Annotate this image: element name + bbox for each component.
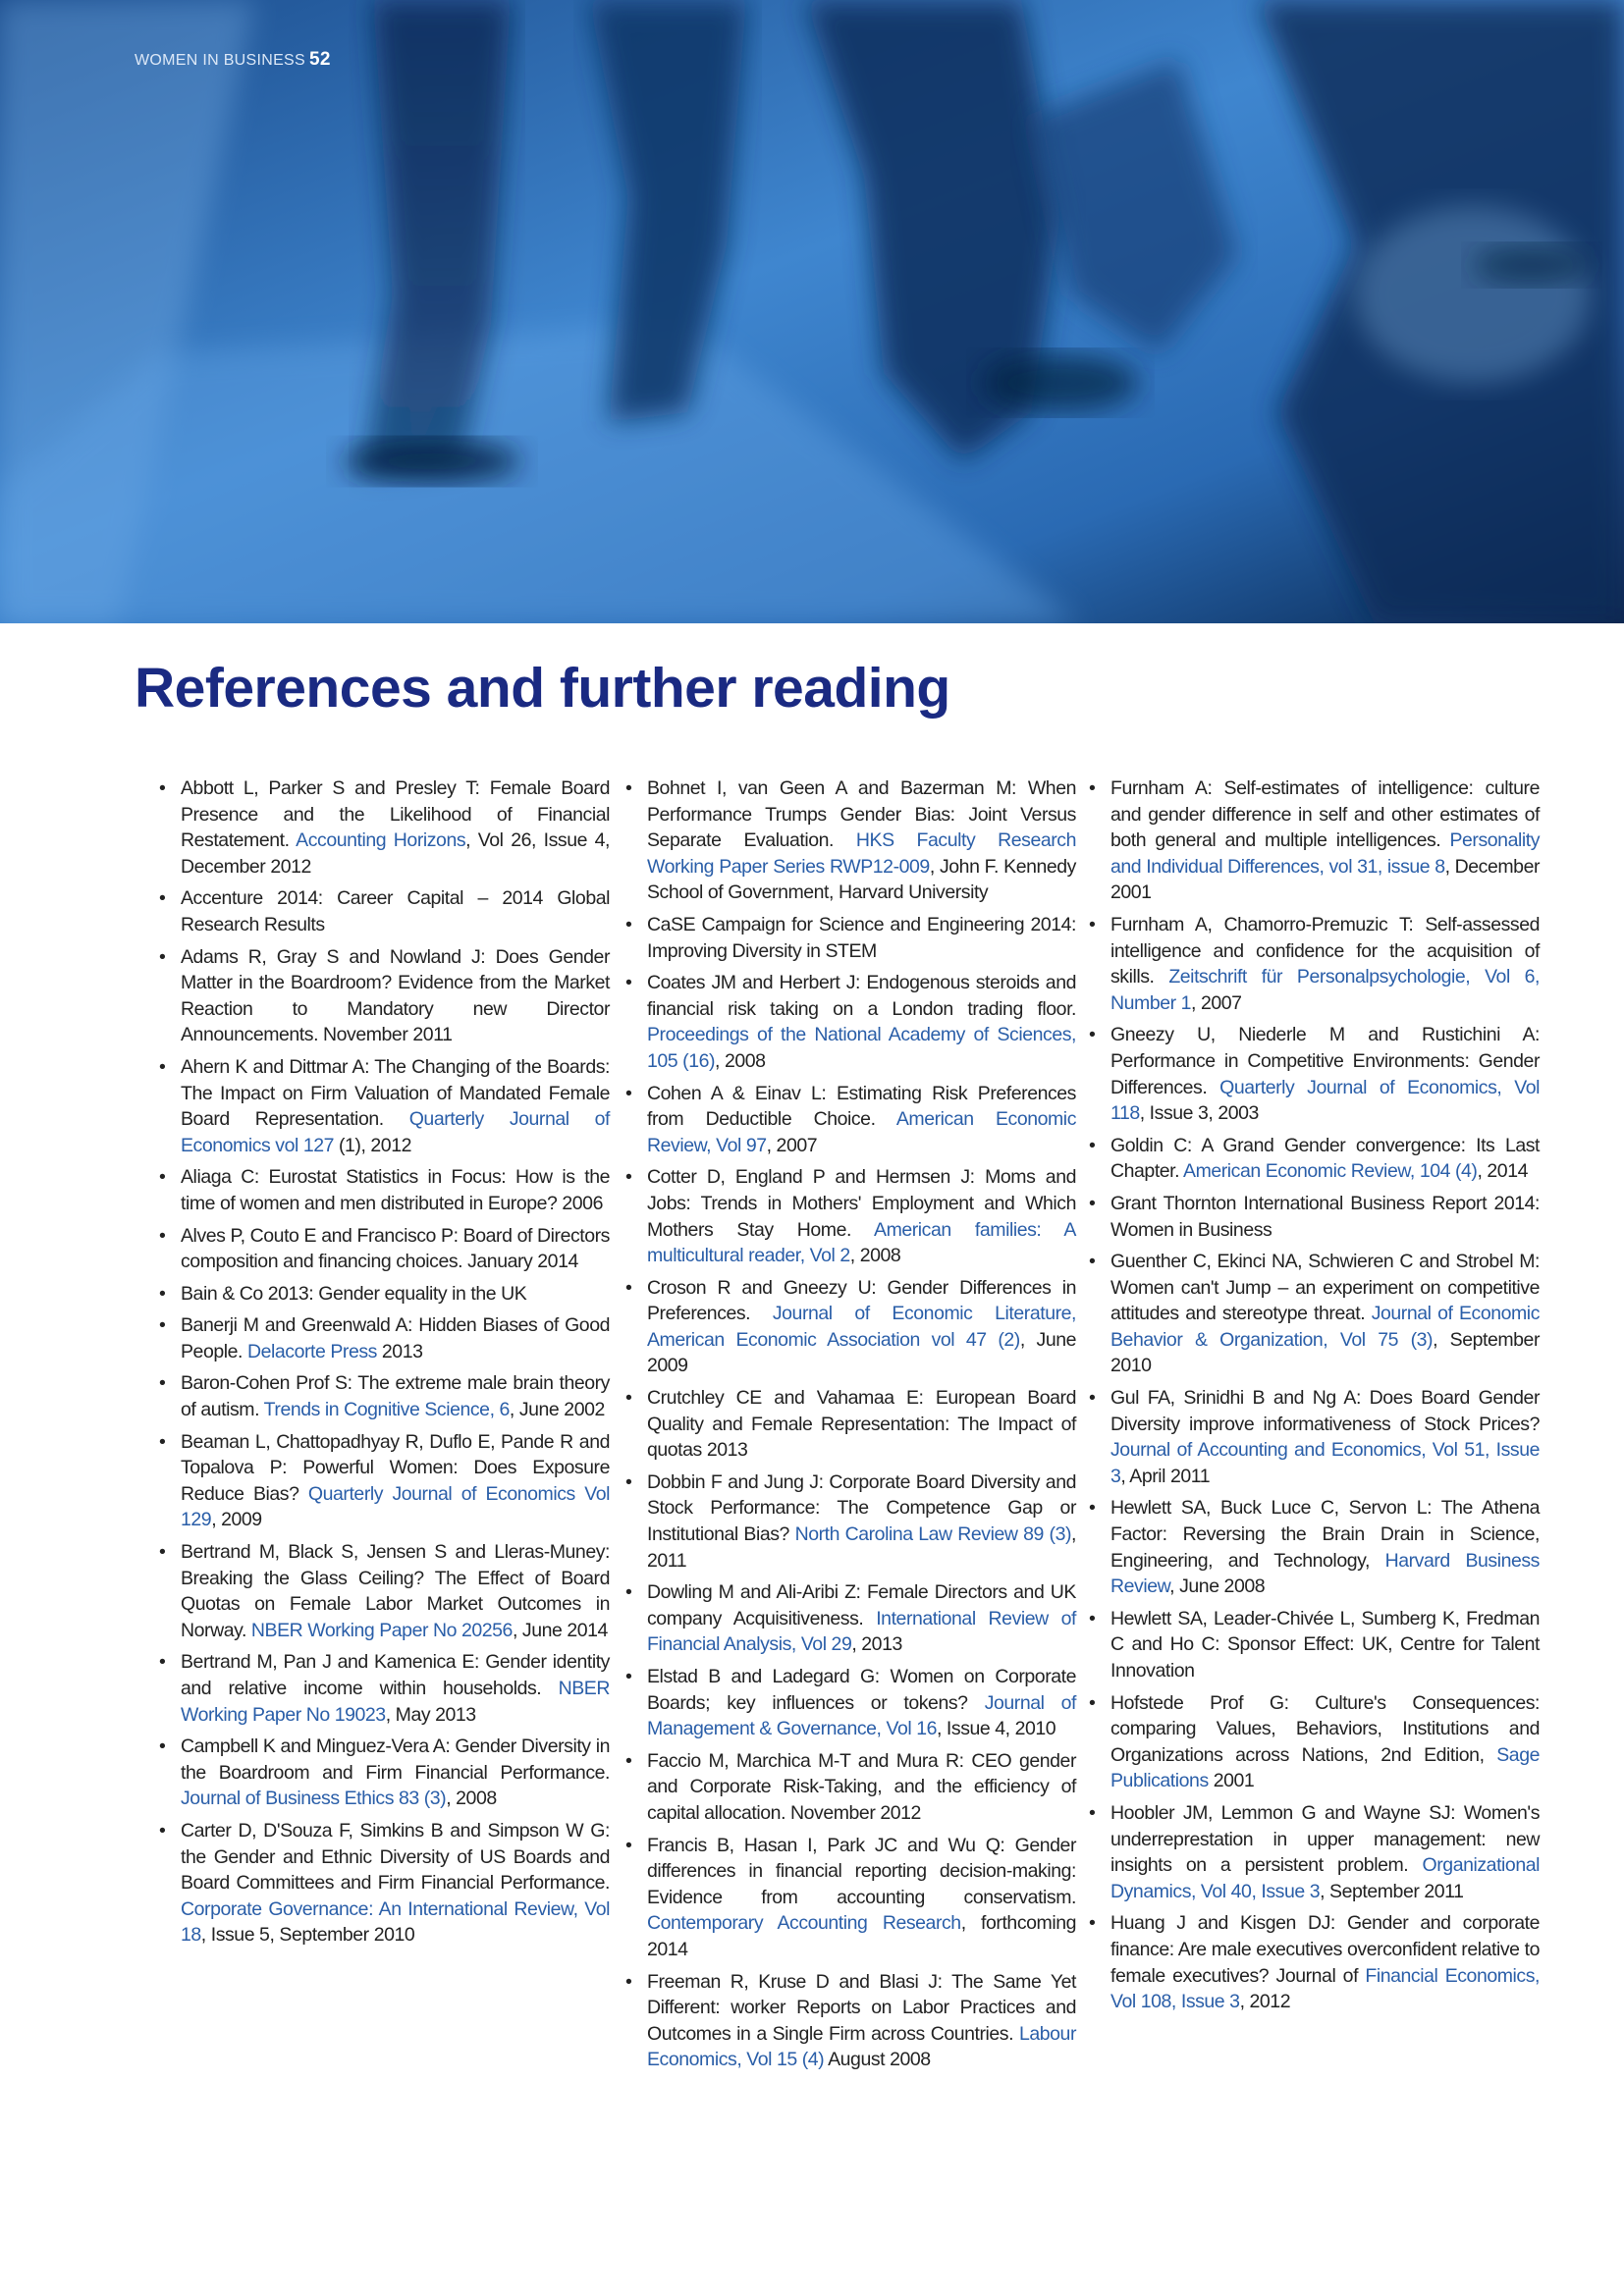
reference-link[interactable]: Corporate Governance: An International Review, Vol 18 bbox=[181, 1897, 610, 1947]
reference-item bbox=[1110, 912, 1540, 1016]
reference-item bbox=[647, 912, 1076, 964]
reference-link[interactable]: Organizational Dynamics, Vol 40, Issue 3 bbox=[1110, 1854, 1540, 1902]
reference-link[interactable]: American Economic Review, 104 (4) bbox=[1183, 1160, 1478, 1183]
reference-item bbox=[647, 1385, 1076, 1464]
reference-text: Ahern K and Dittmar A: The Changing of the Boards: The Impact on Firm Valuation of Mandated Female Board Representation. bbox=[181, 1055, 610, 1131]
reference-tail: , 2007 bbox=[1191, 991, 1242, 1014]
reference-item bbox=[181, 1649, 610, 1728]
reference-item bbox=[181, 1370, 610, 1422]
reference-link[interactable]: Journal of Economic Literature, American Economic Association vol 47 (2) bbox=[647, 1303, 1076, 1351]
running-header-section: WOMEN IN BUSINESS bbox=[135, 52, 306, 69]
reference-item bbox=[1110, 1800, 1540, 1904]
reference-tail: August 2008 bbox=[824, 2049, 931, 2071]
reference-tail: , 2009 bbox=[211, 1509, 262, 1531]
reference-tail: , Issue 4, 2010 bbox=[937, 1718, 1056, 1740]
reference-item bbox=[647, 1664, 1076, 1742]
reference-tail: , 2011 bbox=[647, 1523, 1076, 1572]
reference-text: Coates JM and Herbert J: Endogenous steroids and financial risk taking on a London trading floor. bbox=[647, 972, 1076, 1020]
reference-link[interactable]: North Carolina Law Review 89 (3) bbox=[794, 1523, 1072, 1546]
hero-photo bbox=[0, 0, 1624, 623]
reference-text: Elstad B and Ladegard G: Women on Corporate Boards; key influences or tokens? bbox=[647, 1666, 1076, 1714]
reference-item bbox=[181, 1054, 610, 1158]
reference-tail: , 2014 bbox=[1477, 1160, 1528, 1183]
reference-text: Furnham A, Chamorro-Premuzic T: Self-assessed intelligence and confidence for the acquisition of skills. bbox=[1110, 913, 1540, 988]
reference-text: Grant Thornton International Business Report 2014: Women in Business bbox=[1110, 1192, 1540, 1241]
reference-item bbox=[181, 1281, 610, 1308]
reference-link[interactable]: Zeitschrift für Personalpsychologie, Vol 6, Number 1 bbox=[1110, 966, 1541, 1014]
reference-link[interactable]: Labour Economics, Vol 15 (4) bbox=[647, 2022, 1076, 2071]
reference-tail: , Vol 26, Issue 4, December 2012 bbox=[181, 829, 611, 878]
reference-link[interactable]: HKS Faculty Research Working Paper Series RWP12-009 bbox=[647, 829, 1076, 878]
reference-text: Bohnet I, van Geen A and Bazerman M: When Performance Trumps Gender Bias: Joint Versus Separate Evaluation. bbox=[647, 777, 1076, 852]
reference-tail: , John F. Kennedy School of Government, Harvard University bbox=[647, 855, 1076, 904]
reference-tail: , Issue 3, 2003 bbox=[1139, 1102, 1259, 1125]
reference-item bbox=[181, 944, 610, 1048]
reference-text: CaSE Campaign for Science and Engineering 2014: Improving Diversity in STEM bbox=[647, 913, 1076, 962]
references-column-3 bbox=[1110, 775, 1540, 2021]
reference-item bbox=[647, 1164, 1076, 1268]
reference-text: Francis B, Hasan I, Park JC and Wu Q: Gender differences in financial reporting decision-making: Evidence from accounting conservatism. bbox=[647, 1834, 1076, 1908]
reference-item bbox=[1110, 1690, 1540, 1794]
reference-text: Beaman L, Chattopadhyay R, Duflo E, Pande R and Topalova P: Powerful Women: Does Exposure Reduce Bias? bbox=[181, 1430, 610, 1505]
reference-item bbox=[1110, 1249, 1540, 1379]
reference-tail: , June 2014 bbox=[512, 1619, 608, 1641]
reference-item bbox=[181, 775, 610, 880]
reference-link[interactable]: Contemporary Accounting Research bbox=[647, 1912, 961, 1935]
reference-text: Hoobler JM, Lemmon G and Wayne SJ: Women's underreprestation in upper management: new insights on a persistent problem. bbox=[1110, 1801, 1540, 1877]
reference-link[interactable]: NBER Working Paper No 19023 bbox=[181, 1678, 610, 1726]
reference-tail: , September 2011 bbox=[1320, 1880, 1464, 1902]
reference-link[interactable]: Quarterly Journal of Economics vol 127 bbox=[181, 1108, 610, 1156]
reference-text: Accenture 2014: Career Capital – 2014 Global Research Results bbox=[181, 887, 610, 935]
references-column-1 bbox=[181, 775, 610, 1954]
reference-tail: , forthcoming 2014 bbox=[647, 1912, 1076, 1960]
reference-link[interactable]: Delacorte Press bbox=[246, 1340, 377, 1362]
reference-text: Banerji M and Greenwald A: Hidden Biases of Good People. bbox=[181, 1314, 610, 1362]
reference-link[interactable]: Journal of Business Ethics 83 (3) bbox=[181, 1788, 447, 1810]
reference-item bbox=[1110, 1495, 1540, 1599]
reference-text: Aliaga C: Eurostat Statistics in Focus: How is the time of women and men distributed in Europe? 2006 bbox=[181, 1166, 610, 1214]
reference-link[interactable]: Trends in Cognitive Science, 6 bbox=[263, 1399, 510, 1421]
reference-text: Croson R and Gneezy U: Gender Differences in Preferences. bbox=[647, 1276, 1076, 1325]
reference-item bbox=[647, 1833, 1076, 1963]
reference-item bbox=[647, 1275, 1076, 1379]
reference-link[interactable]: Proceedings of the National Academy of Sciences, 105 (16) bbox=[647, 1024, 1076, 1072]
reference-link[interactable]: Accounting Horizons bbox=[296, 829, 466, 852]
reference-link[interactable]: International Review of Financial Analysis, Vol 29 bbox=[647, 1607, 1076, 1656]
reference-tail: , April 2011 bbox=[1120, 1465, 1211, 1487]
reference-tail: , 2012 bbox=[1239, 1991, 1291, 2013]
reference-tail: (1), 2012 bbox=[334, 1134, 411, 1156]
reference-text: Campbell K and Minguez-Vera A: Gender Diversity in the Boardroom and Firm Financial Performance. bbox=[181, 1735, 610, 1784]
reference-item bbox=[181, 1429, 610, 1533]
reference-link[interactable]: Quarterly Journal of Economics Vol 129 bbox=[181, 1482, 610, 1531]
reference-item bbox=[181, 1223, 610, 1275]
reference-text: Gul FA, Srinidhi B and Ng A: Does Board Gender Diversity improve informativeness of Stock Prices? bbox=[1110, 1387, 1540, 1435]
reference-tail: , 2008 bbox=[446, 1788, 497, 1810]
reference-tail: 2013 bbox=[376, 1340, 423, 1362]
reference-text: Crutchley CE and Vahamaa E: European Board Quality and Female Representation: The Impact of quotas 2013 bbox=[647, 1387, 1076, 1462]
reference-text: Hewlett SA, Leader-Chivée L, Sumberg K, Fredman C and Ho C: Sponsor Effect: UK, Centre for Talent Innovation bbox=[1110, 1607, 1540, 1682]
reference-item bbox=[181, 1734, 610, 1812]
reference-text: Furnham A: Self-estimates of intelligence: culture and gender difference in self and other estimates of both general and multiple intelligences. bbox=[1110, 777, 1540, 852]
reference-tail: , 2008 bbox=[715, 1049, 766, 1072]
reference-text: Baron-Cohen Prof S: The extreme male brain theory of autism. bbox=[181, 1372, 610, 1421]
reference-tail: , June 2009 bbox=[647, 1328, 1076, 1377]
reference-text: Carter D, D'Souza F, Simkins B and Simpson W G: the Gender and Ethnic Diversity of US Boards and Board Committees and Firm Financial Performance. bbox=[181, 1819, 610, 1895]
reference-tail: , 2007 bbox=[766, 1134, 818, 1156]
reference-item bbox=[647, 775, 1076, 906]
reference-tail: , Issue 5, September 2010 bbox=[200, 1924, 415, 1947]
reference-link[interactable]: Journal of Accounting and Economics, Vol 51, Issue 3 bbox=[1110, 1439, 1540, 1487]
reference-text: Freeman R, Kruse D and Blasi J: The Same Yet Different: worker Reports on Labor Practices and Outcomes in a Single Firm across Countries. bbox=[647, 1970, 1076, 2045]
reference-item bbox=[181, 1164, 610, 1216]
reference-link[interactable]: Journal of Economic Behavior & Organization, Vol 75 (3) bbox=[1110, 1303, 1540, 1351]
reference-item bbox=[1110, 1022, 1540, 1126]
reference-item bbox=[647, 1969, 1076, 2073]
running-header bbox=[135, 49, 331, 71]
reference-text: Faccio M, Marchica M-T and Mura R: CEO gender and Corporate Risk-Taking, and the efficiency of capital allocation. November 2012 bbox=[647, 1749, 1076, 1824]
reference-link[interactable]: Harvard Business Review bbox=[1110, 1549, 1540, 1598]
page-number: 52 bbox=[309, 49, 331, 70]
reference-tail: , May 2013 bbox=[385, 1703, 476, 1726]
reference-item bbox=[647, 1081, 1076, 1159]
reference-item bbox=[181, 1818, 610, 1949]
reference-link[interactable]: Journal of Management & Governance, Vol 16 bbox=[647, 1691, 1077, 1740]
reference-item bbox=[647, 970, 1076, 1074]
reference-item bbox=[647, 1469, 1076, 1574]
reference-item bbox=[181, 1539, 610, 1643]
reference-item bbox=[1110, 1191, 1540, 1243]
reference-item bbox=[1110, 775, 1540, 906]
reference-tail: 2001 bbox=[1208, 1770, 1255, 1792]
reference-text: Cohen A & Einav L: Estimating Risk Preferences from Deductible Choice. bbox=[647, 1082, 1076, 1131]
reference-item bbox=[647, 1748, 1076, 1827]
reference-item bbox=[647, 1579, 1076, 1658]
reference-text: Abbott L, Parker S and Presley T: Female Board Presence and the Likelihood of Financial Restatement. bbox=[181, 777, 610, 852]
reference-tail: , 2008 bbox=[849, 1245, 901, 1267]
reference-tail: , June 2002 bbox=[509, 1399, 605, 1421]
reference-link[interactable]: American families: A multicultural reader, Vol 2 bbox=[647, 1218, 1076, 1267]
reference-text: Alves P, Couto E and Francisco P: Board of Directors composition and financing choices. January 2014 bbox=[181, 1224, 610, 1273]
references-column-2 bbox=[647, 775, 1076, 2079]
reference-item bbox=[1110, 1606, 1540, 1684]
reference-list bbox=[1110, 775, 1540, 2015]
reference-tail: , June 2008 bbox=[1169, 1575, 1266, 1598]
reference-text: Dowling M and Ali-Aribi Z: Female Directors and UK company Acquisitiveness. bbox=[647, 1581, 1076, 1629]
reference-text: Bain & Co 2013: Gender equality in the UK bbox=[181, 1282, 527, 1305]
reference-item bbox=[181, 885, 610, 937]
reference-tail: , 2013 bbox=[851, 1633, 902, 1656]
reference-text: Bertrand M, Pan J and Kamenica E: Gender identity and relative income within households. bbox=[181, 1651, 610, 1699]
reference-link[interactable]: Financial Economics, Vol 108, Issue 3 bbox=[1110, 1964, 1540, 2013]
reference-tail: , December 2001 bbox=[1110, 855, 1541, 904]
reference-list bbox=[647, 775, 1076, 2073]
reference-link[interactable]: NBER Working Paper No 20256 bbox=[250, 1619, 513, 1641]
reference-text: Bertrand M, Black S, Jensen S and Lleras-Muney: Breaking the Glass Ceiling? The Effect of Board Quotas on Female Labor Market Outcomes in Norway. bbox=[181, 1541, 610, 1641]
reference-item bbox=[1110, 1385, 1540, 1489]
reference-text: Cotter D, England P and Hermsen J: Moms and Jobs: Trends in Mothers' Employment and Which Mothers Stay Home. bbox=[647, 1166, 1076, 1241]
reference-text: Huang J and Kisgen DJ: Gender and corporate finance: Are male executives overconfident relative to female executives? Journal of bbox=[1110, 1912, 1540, 1987]
reference-list bbox=[181, 775, 610, 1949]
reference-text: Gneezy U, Niederle M and Rustichini A: Performance in Competitive Environments: Gender Differences. bbox=[1110, 1024, 1540, 1098]
reference-item bbox=[1110, 1133, 1540, 1185]
reference-text: Guenther C, Ekinci NA, Schwieren C and Strobel M: Women can't Jump – an experiment on competitive attitudes and stereotype threat. bbox=[1110, 1251, 1540, 1325]
reference-text: Adams R, Gray S and Nowland J: Does Gender Matter in the Boardroom? Evidence from the Market Reaction to Mandatory new Director Announcements. November 2011 bbox=[181, 945, 610, 1046]
reference-text: Dobbin F and Jung J: Corporate Board Diversity and Stock Performance: The Competence Gap or Institutional Bias? bbox=[647, 1470, 1076, 1546]
reference-item bbox=[181, 1312, 610, 1364]
reference-link[interactable]: Sage Publications bbox=[1110, 1743, 1540, 1792]
reference-text: Goldin C: A Grand Gender convergence: Its Last Chapter. bbox=[1110, 1134, 1540, 1183]
reference-text: Hewlett SA, Buck Luce C, Servon L: The Athena Factor: Reversing the Brain Drain in Science, Engineering, and Technology, bbox=[1110, 1497, 1540, 1572]
motion-blur-photo bbox=[0, 0, 1624, 623]
reference-item bbox=[1110, 1910, 1540, 2014]
reference-tail: , September 2010 bbox=[1110, 1328, 1540, 1377]
reference-link[interactable]: Quarterly Journal of Economics, Vol 118 bbox=[1110, 1076, 1540, 1125]
reference-link[interactable]: Personality and Individual Differences, vol 31, issue 8 bbox=[1110, 829, 1540, 878]
reference-link[interactable]: American Economic Review, Vol 97 bbox=[647, 1108, 1076, 1156]
page-title: References and further reading bbox=[135, 657, 950, 720]
reference-text: Hofstede Prof G: Culture's Consequences: comparing Values, Behaviors, Institutions and Organizations across Nations, 2nd Edition, bbox=[1110, 1691, 1540, 1766]
